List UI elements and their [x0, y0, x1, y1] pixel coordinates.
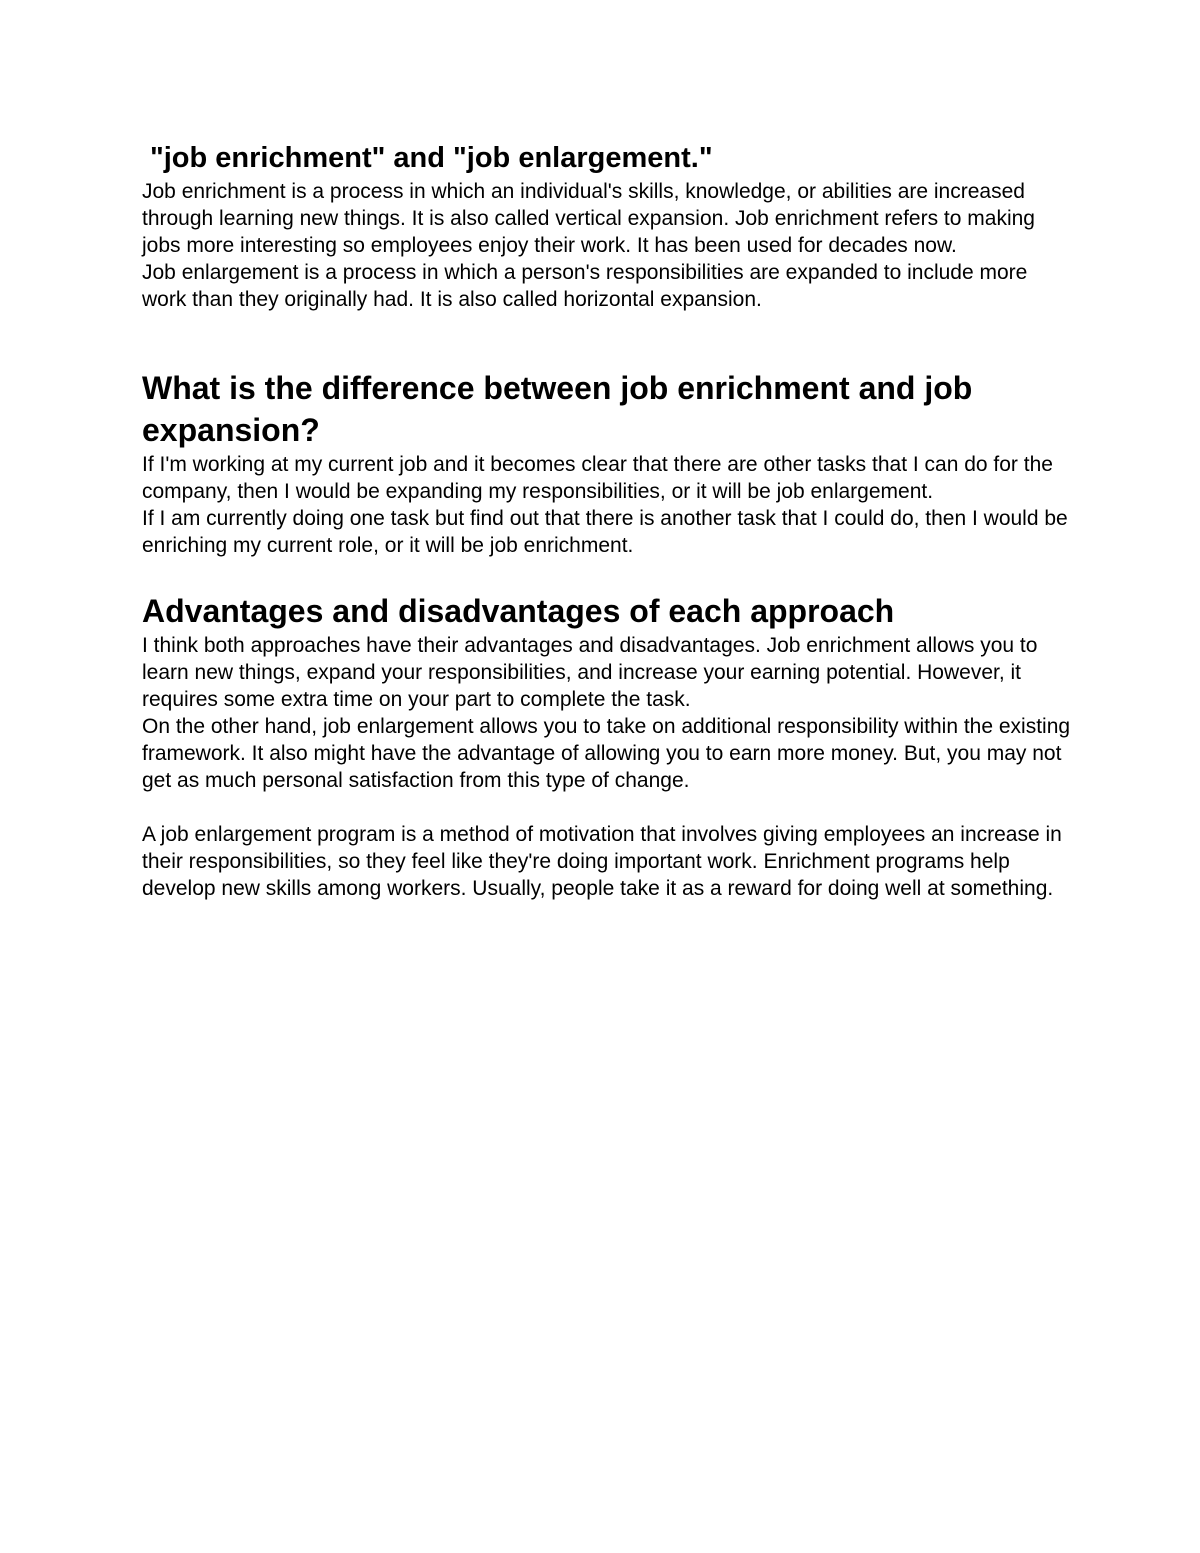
section-heading-advantages: Advantages and disadvantages of each approach [142, 593, 895, 629]
spacer [142, 794, 1072, 821]
spacer [142, 559, 1072, 590]
intro-paragraph-enlargement: Job enlargement is a process in which a person's responsibilities are expanded to include more work than they originally had. It is also called horizontal expansion. [142, 261, 1028, 311]
difference-paragraph-1: If I'm working at my current job and it becomes clear that there are other tasks that I can do for the company, then I would be expanding my responsibilities, or it will be job enlargement. [142, 453, 1053, 503]
intro-paragraph-enrichment: Job enrichment is a process in which an individual's skills, knowledge, or abilities are increased through learning new things. It is also called vertical expansion. Job enrichment refers to making jobs more interesting so employees enjoy their work. It has been used for decades now. [142, 180, 1035, 257]
difference-paragraph-2: If I am currently doing one task but find out that there is another task that I could do, then I would be enriching my current role, or it will be job enrichment. [142, 507, 1068, 557]
document-title: "job enrichment" and "job enlargement." [150, 142, 713, 174]
document-page [142, 138, 1072, 902]
closing-paragraph: A job enlargement program is a method of motivation that involves giving employees an increase in their responsibilities, so they feel like they're doing important work. Enrichment programs help develop new skills among workers. Usually, people take it as a reward for doing well at something. [142, 823, 1062, 900]
spacer [142, 313, 1072, 367]
advantages-paragraph-2: On the other hand, job enlargement allows you to take on additional responsibility within the existing framework. It also might have the advantage of allowing you to earn more money. But, you may not get as much personal satisfaction from this type of change. [142, 715, 1071, 792]
advantages-paragraph-1: I think both approaches have their advantages and disadvantages. Job enrichment allows you to learn new things, expand your responsibilities, and increase your earning potential. However, it requires some extra time on your part to complete the task. [142, 634, 1038, 711]
section-heading-difference: What is the difference between job enrichment and job expansion? [142, 370, 973, 448]
